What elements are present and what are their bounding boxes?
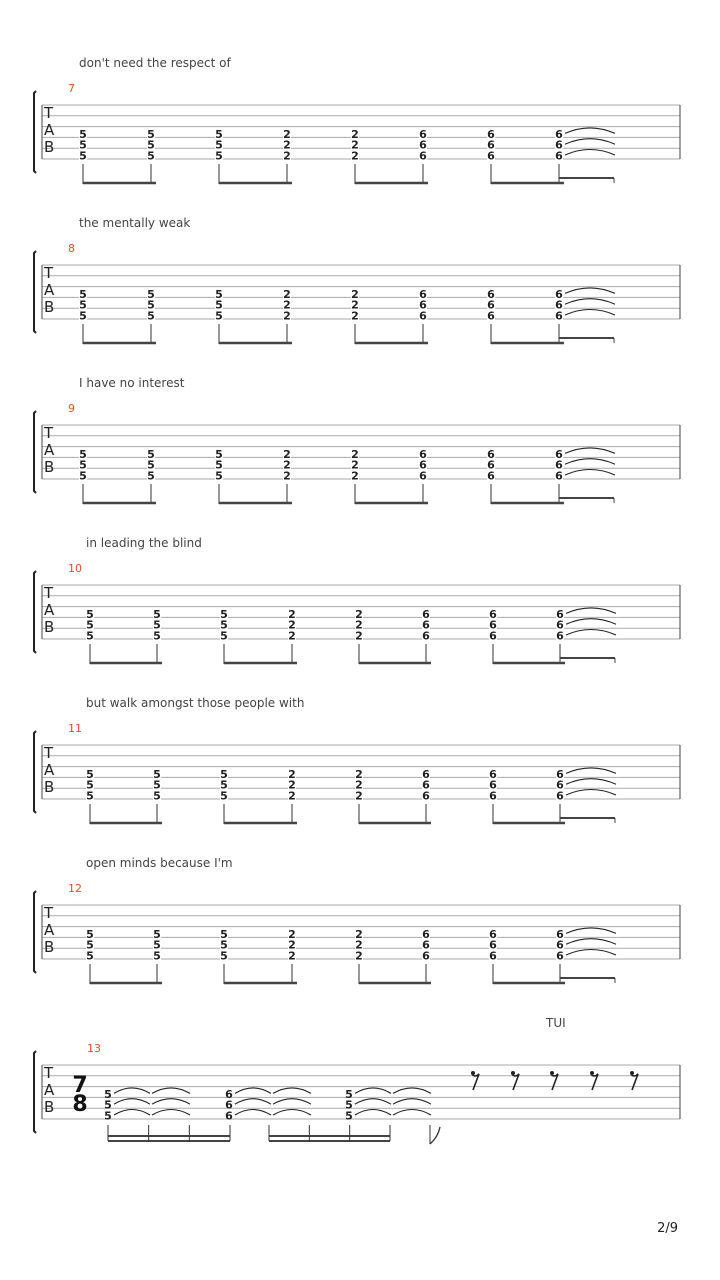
fret-number: 6 [489,789,497,803]
fret-number: 5 [147,138,155,152]
fret-number: 5 [79,138,87,152]
measure-number: 13 [87,1042,101,1055]
fret-number: 5 [215,458,223,472]
tie-arc [152,1088,190,1094]
fret-number: 5 [104,1109,112,1123]
tie-arc [565,459,615,465]
fret-number: 5 [220,927,228,941]
fret-number: 2 [355,927,363,941]
fret-number: 6 [555,287,563,301]
measure-number: 8 [68,242,75,255]
fret-number: 2 [351,447,359,461]
fret-number: 5 [147,149,155,163]
measure-number: 12 [68,882,82,895]
tab-clef-t: T [44,1064,54,1082]
fret-number: 2 [351,458,359,472]
fret-number: 5 [153,949,161,963]
tie-arc [566,630,616,636]
page-number: 2/9 [657,1221,678,1236]
fret-number: 6 [419,469,427,483]
fret-number: 5 [215,127,223,141]
fret-number: 2 [351,127,359,141]
tie-arc [566,779,616,785]
fret-number: 5 [345,1098,353,1112]
fret-number: 5 [147,287,155,301]
lyric-line-12: open minds because I'm [86,856,233,870]
fret-number: 2 [288,949,296,963]
fret-number: 2 [355,767,363,781]
lyric-line-10: in leading the blind [86,536,202,550]
fret-number: 6 [489,618,497,632]
fret-number: 5 [220,629,228,643]
fret-number: 5 [147,298,155,312]
tie-arc [566,608,616,614]
tie-arc [152,1099,190,1105]
tab-clef-t: T [44,264,54,282]
fret-number: 6 [555,469,563,483]
fret-number: 6 [487,138,495,152]
fret-number: 2 [351,298,359,312]
fret-number: 2 [355,618,363,632]
tie-arc [566,619,616,625]
eighth-rest-dot [630,1071,634,1075]
fret-number: 5 [153,789,161,803]
tab-clef-t: T [44,904,54,922]
fret-number: 6 [422,778,430,792]
fret-number: 5 [153,778,161,792]
eighth-rest [591,1074,598,1090]
lyric-line-11: but walk amongst those people with [86,696,305,710]
fret-number: 6 [422,789,430,803]
fret-number: 6 [555,458,563,472]
fret-number: 5 [147,127,155,141]
fret-number: 2 [355,629,363,643]
fret-number: 6 [489,949,497,963]
fret-number: 6 [556,607,564,621]
fret-number: 5 [79,447,87,461]
tab-clef-a: A [44,281,55,299]
fret-number: 2 [288,767,296,781]
fret-number: 6 [489,767,497,781]
tie-arc [565,470,615,476]
tie-arc [355,1099,391,1105]
lyric-line-9: I have no interest [79,376,185,390]
fret-number: 6 [419,298,427,312]
system-bracket [34,411,36,493]
tab-clef-b: B [44,618,55,636]
fret-number: 5 [215,309,223,323]
fret-number: 2 [355,607,363,621]
tie-arc [393,1110,431,1116]
fret-number: 5 [147,447,155,461]
fret-number: 5 [86,629,94,643]
fret-number: 2 [288,938,296,952]
fret-number: 5 [79,149,87,163]
fret-number: 2 [283,447,291,461]
tab-clef-b: B [44,938,55,956]
note-flag [430,1127,440,1144]
tab-clef-t: T [44,744,54,762]
eighth-rest-dot [471,1071,475,1075]
fret-number: 5 [79,309,87,323]
system-bracket [34,251,36,333]
fret-number: 6 [225,1098,233,1112]
fret-number: 2 [283,458,291,472]
fret-number: 6 [487,458,495,472]
fret-number: 6 [555,149,563,163]
tab-clef-a: A [44,441,55,459]
fret-number: 5 [79,458,87,472]
fret-number: 6 [422,607,430,621]
fret-number: 2 [288,789,296,803]
fret-number: 6 [489,607,497,621]
fret-number: 5 [345,1087,353,1101]
tie-arc [152,1110,190,1116]
fret-number: 6 [422,618,430,632]
fret-number: 6 [556,789,564,803]
fret-number: 2 [288,629,296,643]
fret-number: 6 [556,778,564,792]
fret-number: 5 [215,138,223,152]
fret-number: 6 [487,447,495,461]
fret-number: 5 [153,767,161,781]
tie-arc [235,1088,271,1094]
tab-clef-t: T [44,584,54,602]
tie-arc [355,1110,391,1116]
fret-number: 2 [288,927,296,941]
eighth-rest-dot [511,1071,515,1075]
fret-number: 6 [487,469,495,483]
system-bracket [34,91,36,173]
fret-number: 5 [86,767,94,781]
fret-number: 6 [555,127,563,141]
tie-arc [114,1110,150,1116]
fret-number: 5 [79,298,87,312]
fret-number: 2 [351,309,359,323]
fret-number: 6 [419,287,427,301]
tie-arc [565,310,615,316]
fret-number: 5 [79,127,87,141]
measure-number: 11 [68,722,82,735]
fret-number: 5 [86,938,94,952]
eighth-rest [631,1074,638,1090]
eighth-rest [551,1074,558,1090]
fret-number: 2 [351,149,359,163]
fret-number: 5 [220,789,228,803]
fret-number: 6 [555,138,563,152]
fret-number: 6 [555,447,563,461]
fret-number: 5 [86,778,94,792]
tie-arc [565,288,615,294]
tab-clef-b: B [44,138,55,156]
fret-number: 6 [419,127,427,141]
fret-number: 5 [104,1087,112,1101]
fret-number: 6 [487,287,495,301]
tie-arc [565,139,615,145]
time-signature-top: 7 [72,1073,88,1098]
fret-number: 5 [345,1109,353,1123]
fret-number: 5 [104,1098,112,1112]
tie-arc [566,768,616,774]
fret-number: 6 [422,949,430,963]
fret-number: 5 [79,469,87,483]
tie-arc [565,299,615,305]
fret-number: 6 [422,767,430,781]
fret-number: 5 [215,149,223,163]
fret-number: 2 [283,469,291,483]
tab-clef-t: T [44,424,54,442]
fret-number: 5 [215,298,223,312]
fret-number: 5 [153,607,161,621]
fret-number: 5 [220,938,228,952]
fret-number: 2 [351,469,359,483]
tie-arc [393,1099,431,1105]
tie-arc [273,1099,311,1105]
eighth-rest-dot [590,1071,594,1075]
tab-clef-a: A [44,121,55,139]
fret-number: 6 [556,927,564,941]
fret-number: 6 [555,298,563,312]
fret-number: 6 [419,309,427,323]
fret-number: 5 [153,629,161,643]
tie-arc [566,790,616,796]
system-bracket [34,1051,36,1133]
fret-number: 2 [355,938,363,952]
tab-clef-b: B [44,458,55,476]
tie-arc [565,150,615,156]
tab-clef-a: A [44,921,55,939]
tie-arc [273,1088,311,1094]
tie-arc [393,1088,431,1094]
fret-number: 6 [487,298,495,312]
fret-number: 2 [351,138,359,152]
fret-number: 6 [422,927,430,941]
measure-number: 9 [68,402,75,415]
fret-number: 2 [351,287,359,301]
eighth-rest-dot [550,1071,554,1075]
fret-number: 2 [288,618,296,632]
fret-number: 5 [86,607,94,621]
fret-number: 6 [556,767,564,781]
fret-number: 2 [288,778,296,792]
fret-number: 5 [147,469,155,483]
fret-number: 5 [86,949,94,963]
tab-clef-b: B [44,298,55,316]
fret-number: 6 [489,938,497,952]
fret-number: 5 [220,607,228,621]
fret-number: 2 [283,138,291,152]
fret-number: 2 [283,309,291,323]
fret-number: 6 [422,938,430,952]
measure-number: 7 [68,82,75,95]
fret-number: 6 [225,1109,233,1123]
fret-number: 5 [86,618,94,632]
tab-clef-b: B [44,1098,55,1116]
tab-clef-a: A [44,761,55,779]
fret-number: 5 [147,309,155,323]
tab-clef-a: A [44,1081,55,1099]
fret-number: 5 [220,949,228,963]
fret-number: 2 [283,287,291,301]
lyric-line-8: the mentally weak [79,216,191,230]
tie-arc [114,1088,150,1094]
tie-arc [566,928,616,934]
fret-number: 6 [489,778,497,792]
fret-number: 2 [355,789,363,803]
fret-number: 5 [220,778,228,792]
system-bracket [34,731,36,813]
fret-number: 5 [215,447,223,461]
time-signature-bottom: 8 [72,1092,88,1117]
fret-number: 6 [422,629,430,643]
fret-number: 2 [283,298,291,312]
tie-arc [114,1099,150,1105]
fret-number: 5 [215,287,223,301]
fret-number: 6 [489,927,497,941]
tab-clef-a: A [44,601,55,619]
fret-number: 6 [419,458,427,472]
fret-number: 5 [153,618,161,632]
tab-clef-t: T [44,104,54,122]
tie-arc [235,1099,271,1105]
tie-arc [235,1110,271,1116]
tab-clef-b: B [44,778,55,796]
fret-number: 5 [215,469,223,483]
system-bracket [34,571,36,653]
measure-number: 10 [68,562,82,575]
eighth-rest [512,1074,519,1090]
fret-number: 6 [487,149,495,163]
fret-number: 6 [556,618,564,632]
eighth-rest [472,1074,479,1090]
fret-number: 6 [487,127,495,141]
lyric-line-13: TUI [546,1016,566,1030]
fret-number: 6 [419,149,427,163]
fret-number: 6 [556,629,564,643]
fret-number: 2 [288,607,296,621]
fret-number: 6 [556,949,564,963]
tie-arc [566,950,616,956]
tie-arc [355,1088,391,1094]
tie-arc [273,1110,311,1116]
fret-number: 5 [220,767,228,781]
lyric-line-7: don't need the respect of [79,56,231,70]
fret-number: 2 [355,778,363,792]
fret-number: 2 [283,149,291,163]
fret-number: 5 [153,938,161,952]
fret-number: 6 [225,1087,233,1101]
fret-number: 5 [147,458,155,472]
fret-number: 6 [556,938,564,952]
tie-arc [565,128,615,134]
tie-arc [565,448,615,454]
fret-number: 2 [355,949,363,963]
fret-number: 2 [283,127,291,141]
system-bracket [34,891,36,973]
fret-number: 5 [79,287,87,301]
fret-number: 5 [220,618,228,632]
fret-number: 6 [419,138,427,152]
fret-number: 5 [86,789,94,803]
fret-number: 6 [487,309,495,323]
tie-arc [566,939,616,945]
fret-number: 6 [555,309,563,323]
fret-number: 5 [86,927,94,941]
fret-number: 6 [489,629,497,643]
fret-number: 6 [419,447,427,461]
fret-number: 5 [153,927,161,941]
